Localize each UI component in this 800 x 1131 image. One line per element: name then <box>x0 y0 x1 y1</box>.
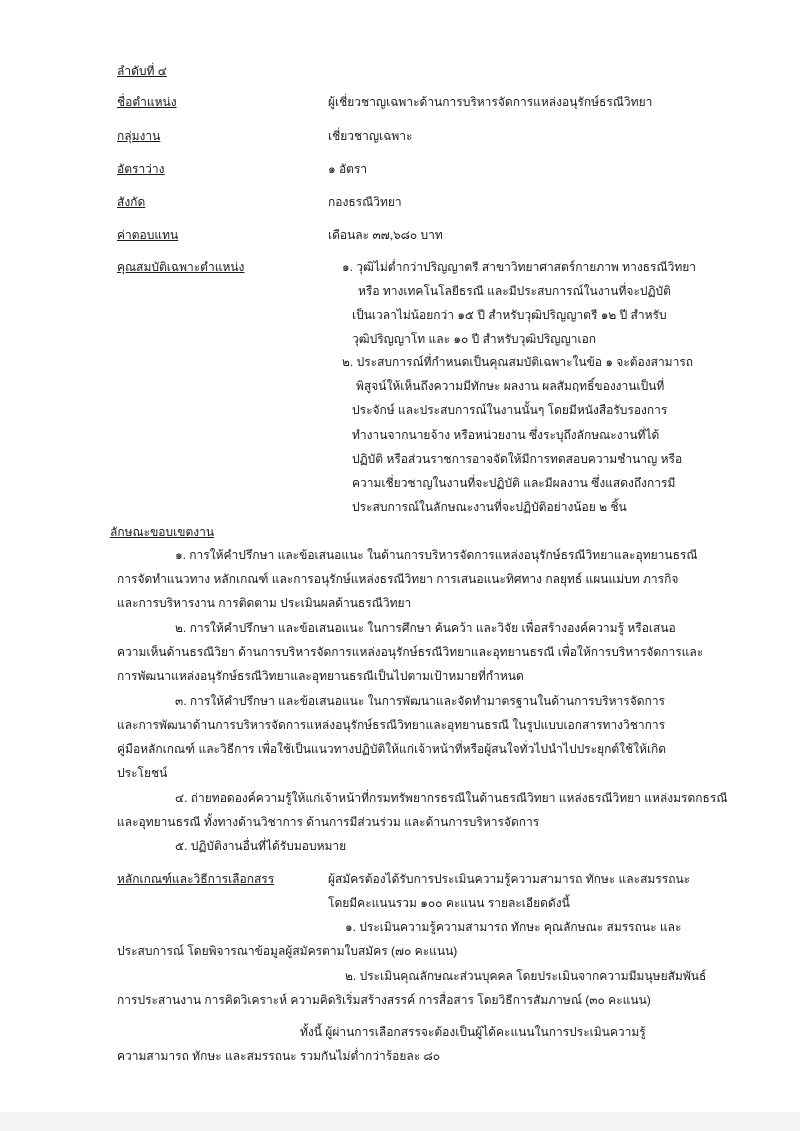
scope-line: ๓. การให้คำปรึกษา และข้อเสนอแนะ ในการพัฒนาและจัดทำมาตรฐานในด้านการบริหารจัดการ <box>175 694 665 708</box>
compensation-value: เดือนละ ๓๗,๖๘๐ บาท <box>328 228 443 242</box>
criteria-line: ผู้สมัครต้องได้รับการประเมินความรู้ความสามารถ ทักษะ และสมรรถนะ <box>328 872 691 886</box>
scope-line: และอุทยานธรณี ทั้งทางด้านวิชาการ ด้านการมีส่วนร่วม และด้านการบริหารจัดการ <box>117 815 540 829</box>
position-name-value: ผู้เชี่ยวชาญเฉพาะด้านการบริหารจัดการแหล่งอนุรักษ์ธรณีวิทยา <box>328 95 653 109</box>
scope-line: ความเห็นด้านธรณีวิยา ด้านการบริหารจัดการแหล่งอนุรักษ์ธรณีวิทยาและอุทยานธรณี เพื่อให้การบริหารจัดการและ <box>117 645 704 659</box>
scope-line: คู่มือหลักเกณฑ์ และวิธีการ เพื่อใช้เป็นแนวทางปฏิบัติให้แก่เจ้าหน้าที่หรือผู้สนใจทั่วไปนำไปประยุกต์ใช้ให้เกิด <box>117 742 667 756</box>
criteria-line: การประสานงาน การคิดวิเคราะห์ ความคิดริเริ่มสร้างสรรค์ การสื่อสาร โดยวิธีการสัมภาษณ์ (๓๐ คะแนน) <box>117 993 651 1007</box>
scope-line: ๔. ถ่ายทอดองค์ความรู้ให้แก่เจ้าหน้าที่กรมทรัพยากรธรณีในด้านธรณีวิทยา แหล่งธรณีวิทยา แหล่งมรดกธรณี <box>175 791 728 805</box>
criteria-line: ประสบการณ์ โดยพิจารณาข้อมูลผู้สมัครตามใบสมัคร (๗๐ คะแนน) <box>117 944 458 958</box>
compensation-label: ค่าตอบแทน <box>117 228 179 242</box>
affiliation-label: สังกัด <box>117 195 146 209</box>
scope-line: ๕. ปฏิบัติงานอื่นที่ได้รับมอบหมาย <box>175 839 347 853</box>
qualification-line: ๑. วุฒิไม่ต่ำกว่าปริญญาตรี สาขาวิทยาศาสตร์กายภาพ ทางธรณีวิทยา <box>342 260 696 274</box>
qualifications-label: คุณสมบัติเฉพาะตำแหน่ง <box>117 260 245 274</box>
criteria-line: ทั้งนี้ ผู้ผ่านการเลือกสรรจะต้องเป็นผู้ได้คะแนนในการประเมินความรู้ <box>300 1025 646 1039</box>
order-heading: ลำดับที่ ๔ <box>117 64 167 78</box>
vacancy-value: ๑ อัตรา <box>328 162 368 176</box>
position-name-label: ชื่อตำแหน่ง <box>117 95 177 109</box>
qualification-line: ประสบการณ์ในลักษณะงานที่จะปฏิบัติอย่างน้อย ๒ ชิ้น <box>352 500 627 514</box>
qualification-line: ปฏิบัติ หรือส่วนราชการอาจจัดให้มีการทดสอบความชำนาญ หรือ <box>352 452 683 466</box>
work-group-label: กลุ่มงาน <box>117 129 161 143</box>
qualification-line: เป็นเวลาไม่น้อยกว่า ๑๕ ปี สำหรับวุฒิปริญญาตรี ๑๒ ปี สำหรับ <box>352 308 667 322</box>
scope-line: และการพัฒนาด้านการบริหารจัดการแหล่งอนุรักษ์ธรณีวิทยาและอุทยานธรณี ในรูปแบบเอกสารทางวิชาการ <box>117 718 666 732</box>
position-name-label-row <box>117 93 177 111</box>
scope-heading: ลักษณะขอบเขตงาน <box>110 525 215 539</box>
qualification-line: พิสูจน์ให้เห็นถึงความมีทักษะ ผลงาน ผลสัมฤทธิ์ของงานเป็นที่ <box>356 379 665 393</box>
work-group-value: เชี่ยวชาญเฉพาะ <box>328 129 413 143</box>
scope-heading-row <box>110 523 794 541</box>
vacancy-label-row <box>117 160 165 178</box>
qualifications-label-row <box>117 258 244 276</box>
qualification-line: ๒. ประสบการณ์ที่กำหนดเป็นคุณสมบัติเฉพาะในข้อ ๑ จะต้องสามารถ <box>342 355 694 369</box>
scope-line: ประโยชน์ <box>117 766 168 780</box>
criteria-line: ๑. ประเมินความรู้ความสามารถ ทักษะ คุณลักษณะ สมรรถนะ และ <box>345 920 682 934</box>
qualification-line: วุฒิปริญญาโท และ ๑๐ ปี สำหรับวุฒิปริญญาเอก <box>352 332 597 346</box>
scope-line: และการบริหารงาน การติดตาม ประเมินผลด้านธรณีวิทยา <box>117 596 412 610</box>
scope-line: ๒. การให้คำปรึกษา และข้อเสนอแนะ ในการศึกษา ค้นคว้า และวิจัย เพื่อสร้างองค์ความรู้ หรือเสนอ <box>175 621 676 635</box>
criteria-line: ความสามารถ ทักษะ และสมรรถนะ รวมกันไม่ต่ำกว่าร้อยละ ๘๐ <box>117 1049 441 1063</box>
scope-line: การจัดทำแนวทาง หลักเกณฑ์ และการอนุรักษ์แหล่งธรณีวิทยา การเสนอแนะทิศทาง กลยุทธ์ แผนแม่บท ภารกิจ <box>117 572 679 586</box>
qualification-line: ประจักษ์ และประสบการณ์ในงานนั้นๆ โดยมีหนังสือรับรองการ <box>352 403 668 417</box>
work-group-label-row <box>117 127 160 145</box>
scope-line: การพัฒนาแหล่งอนุรักษ์ธรณีวิทยาและอุทยานธรณีเป็นไปตามเป้าหมายที่กำหนด <box>117 669 524 683</box>
qualification-line: หรือ ทางเทคโนโลยีธรณี และมีประสบการณ์ในงานที่จะปฏิบัติ <box>358 284 671 298</box>
qualification-line: ทำงานจากนายจ้าง หรือหน่วยงาน ซึ่งระบุถึงลักษณะงานที่ได้ <box>352 428 660 442</box>
criteria-line: ๒. ประเมินคุณลักษณะส่วนบุคคล โดยประเมินจากความมีมนุษยสัมพันธ์ <box>345 969 707 983</box>
vacancy-label: อัตราว่าง <box>117 162 165 176</box>
scope-line: ๑. การให้คำปรึกษา และข้อเสนอแนะ ในด้านการบริหารจัดการแหล่งอนุรักษ์ธรณีวิทยาและอุทยานธรณี <box>175 548 698 562</box>
affiliation-label-row <box>117 193 145 211</box>
order-heading-row <box>117 62 794 80</box>
qualification-line: ความเชี่ยวชาญในงานที่จะปฏิบัติ และมีผลงาน ซึ่งแสดงถึงการมี <box>352 476 676 490</box>
criteria-label-row <box>117 870 274 888</box>
affiliation-value: กองธรณีวิทยา <box>328 195 402 209</box>
compensation-label-row <box>117 226 178 244</box>
criteria-label: หลักเกณฑ์และวิธีการเลือกสรร <box>117 872 275 886</box>
criteria-line: โดยมีคะแนนรวม ๑๐๐ คะแนน รายละเอียดดังนี้ <box>328 896 570 910</box>
page-bottom-edge <box>0 1112 800 1131</box>
